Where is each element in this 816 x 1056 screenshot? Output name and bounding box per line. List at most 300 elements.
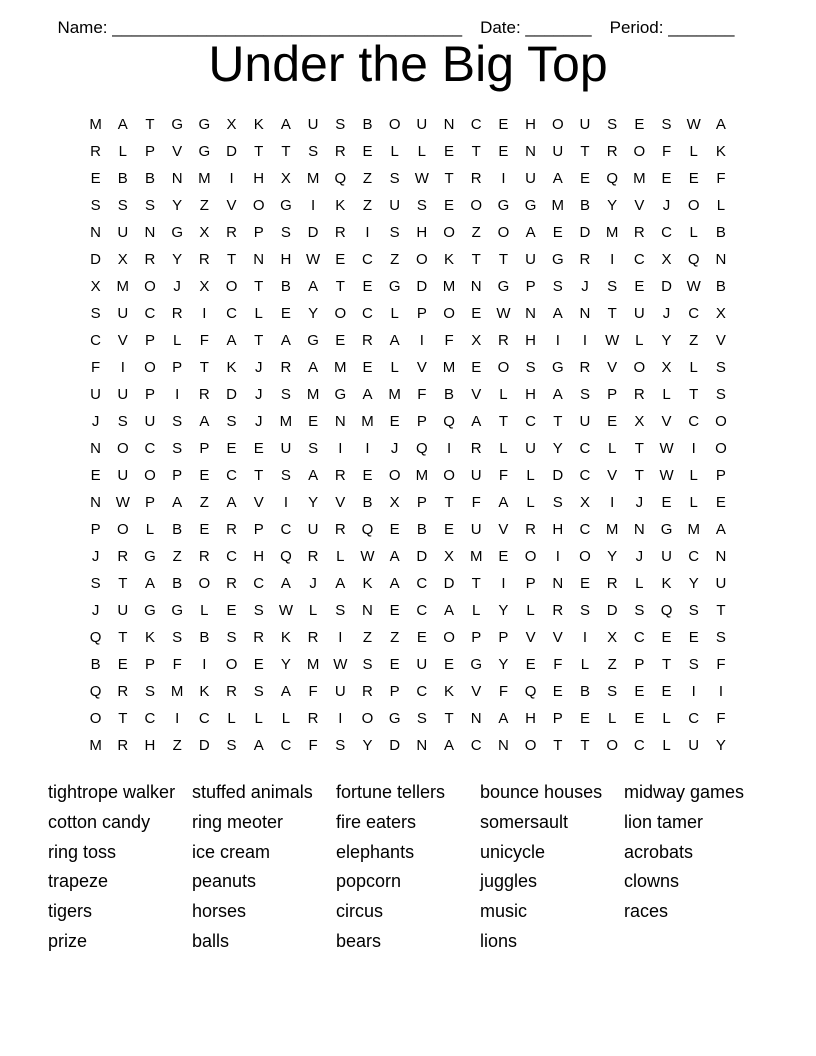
grid-letter[interactable]: E	[226, 440, 237, 457]
grid-letter[interactable]: B	[280, 278, 291, 295]
grid-letter[interactable]: C	[280, 737, 292, 754]
grid-letter[interactable]: O	[524, 737, 537, 754]
grid-letter[interactable]: X	[90, 278, 101, 295]
grid-letter[interactable]: O	[443, 629, 455, 646]
grid-letter[interactable]: F	[553, 656, 563, 673]
grid-letter[interactable]: Q	[89, 629, 102, 646]
grid-letter[interactable]: V	[335, 494, 346, 511]
grid-letter[interactable]: A	[280, 575, 291, 592]
grid-letter[interactable]: Y	[172, 197, 183, 214]
grid-letter[interactable]: B	[117, 170, 128, 187]
grid-letter[interactable]: O	[715, 440, 727, 457]
grid-letter[interactable]: I	[338, 629, 343, 646]
grid-letter[interactable]: P	[634, 656, 645, 673]
grid-letter[interactable]: H	[552, 521, 564, 538]
grid-letter[interactable]: U	[307, 521, 319, 538]
grid-letter[interactable]: C	[633, 737, 645, 754]
grid-letter[interactable]: O	[388, 116, 401, 133]
grid-letter[interactable]: S	[253, 602, 264, 619]
grid-letter[interactable]: C	[688, 548, 700, 565]
grid-letter[interactable]: M	[605, 224, 619, 241]
grid-letter[interactable]: H	[144, 737, 156, 754]
grid-letter[interactable]: O	[388, 467, 401, 484]
grid-letter[interactable]: S	[579, 602, 590, 619]
grid-letter[interactable]: C	[226, 305, 237, 322]
grid-letter[interactable]: B	[362, 116, 373, 133]
grid-letter[interactable]: L	[336, 548, 345, 565]
grid-letter[interactable]: D	[90, 251, 102, 268]
grid-letter[interactable]: I	[501, 575, 506, 592]
grid-letter[interactable]: A	[362, 386, 373, 403]
grid-letter[interactable]: R	[90, 143, 102, 160]
grid-letter[interactable]: R	[226, 521, 237, 538]
grid-letter[interactable]: E	[471, 359, 482, 376]
grid-letter[interactable]: R	[362, 683, 373, 700]
grid-letter[interactable]: A	[444, 737, 455, 754]
grid-letter[interactable]: P	[253, 521, 264, 538]
grid-letter[interactable]: R	[307, 548, 319, 565]
grid-letter[interactable]: M	[442, 278, 456, 295]
grid-letter[interactable]: U	[334, 683, 346, 700]
grid-letter[interactable]: T	[254, 143, 264, 160]
grid-letter[interactable]: G	[198, 143, 211, 160]
grid-letter[interactable]: M	[442, 359, 456, 376]
grid-letter[interactable]: N	[144, 224, 156, 241]
grid-letter[interactable]: X	[607, 629, 618, 646]
grid-letter[interactable]: I	[229, 170, 234, 187]
grid-letter[interactable]: L	[390, 143, 399, 160]
grid-letter[interactable]: R	[497, 332, 509, 349]
grid-letter[interactable]: E	[525, 656, 536, 673]
grid-letter[interactable]: M	[306, 170, 320, 187]
grid-letter[interactable]: L	[254, 710, 263, 727]
grid-letter[interactable]: C	[144, 440, 156, 457]
grid-letter[interactable]: Z	[471, 224, 481, 241]
grid-letter[interactable]: N	[552, 575, 564, 592]
grid-letter[interactable]: D	[416, 278, 428, 295]
grid-letter[interactable]: K	[280, 629, 291, 646]
grid-letter[interactable]: F	[498, 467, 508, 484]
grid-letter[interactable]: J	[91, 548, 100, 565]
grid-letter[interactable]: I	[582, 629, 588, 646]
grid-letter[interactable]: A	[498, 710, 509, 727]
grid-letter[interactable]: U	[525, 170, 537, 187]
grid-letter[interactable]: Z	[362, 629, 373, 646]
grid-letter[interactable]: P	[552, 710, 563, 727]
grid-letter[interactable]: G	[198, 116, 211, 133]
grid-letter[interactable]: L	[200, 602, 209, 619]
grid-letter[interactable]: E	[715, 494, 726, 511]
grid-letter[interactable]: R	[307, 710, 319, 727]
grid-letter[interactable]: T	[254, 467, 264, 484]
grid-letter[interactable]: S	[416, 197, 427, 214]
grid-letter[interactable]: M	[306, 656, 320, 673]
grid-letter[interactable]: P	[144, 143, 155, 160]
grid-letter[interactable]: R	[198, 548, 210, 565]
grid-letter[interactable]: O	[144, 467, 156, 484]
grid-letter[interactable]: B	[579, 197, 590, 214]
grid-letter[interactable]: K	[199, 683, 210, 700]
grid-letter[interactable]: Q	[660, 602, 673, 619]
grid-letter[interactable]: U	[579, 116, 591, 133]
grid-letter[interactable]: X	[199, 224, 210, 241]
grid-letter[interactable]: A	[308, 278, 319, 295]
grid-letter[interactable]: E	[634, 116, 645, 133]
grid-letter[interactable]: I	[202, 656, 207, 673]
grid-letter[interactable]: V	[471, 386, 482, 403]
grid-letter[interactable]: N	[470, 278, 482, 295]
grid-letter[interactable]: G	[171, 602, 183, 619]
grid-letter[interactable]: U	[525, 251, 537, 268]
grid-letter[interactable]: E	[362, 359, 373, 376]
grid-letter[interactable]: R	[470, 440, 482, 457]
grid-letter[interactable]: X	[117, 251, 128, 268]
grid-letter[interactable]: A	[471, 413, 482, 430]
grid-letter[interactable]: D	[661, 278, 672, 295]
grid-letter[interactable]: S	[172, 440, 183, 457]
grid-letter[interactable]: M	[388, 386, 401, 403]
grid-letter[interactable]: T	[118, 710, 128, 727]
grid-letter[interactable]: R	[226, 575, 237, 592]
grid-letter[interactable]: P	[144, 386, 155, 403]
grid-letter[interactable]: D	[226, 143, 237, 160]
grid-letter[interactable]: R	[579, 359, 591, 376]
grid-letter[interactable]: B	[715, 224, 726, 241]
grid-letter[interactable]: W	[686, 278, 701, 295]
grid-letter[interactable]: O	[551, 116, 564, 133]
grid-letter[interactable]: K	[335, 197, 346, 214]
grid-letter[interactable]: E	[389, 602, 400, 619]
grid-letter[interactable]: J	[662, 197, 671, 214]
grid-letter[interactable]: N	[525, 305, 537, 322]
grid-letter[interactable]: S	[416, 710, 427, 727]
grid-letter[interactable]: L	[662, 386, 671, 403]
grid-letter[interactable]: S	[688, 602, 699, 619]
grid-letter[interactable]: Z	[199, 494, 209, 511]
grid-letter[interactable]: A	[308, 467, 319, 484]
grid-letter[interactable]: S	[607, 278, 618, 295]
grid-letter[interactable]: T	[281, 143, 291, 160]
grid-letter[interactable]: E	[444, 521, 455, 538]
grid-letter[interactable]: M	[361, 413, 374, 430]
grid-letter[interactable]: Z	[607, 656, 617, 673]
grid-letter[interactable]: P	[715, 467, 726, 484]
grid-letter[interactable]: O	[198, 575, 211, 592]
grid-letter[interactable]: R	[552, 602, 564, 619]
grid-letter[interactable]: F	[308, 737, 318, 754]
grid-letter[interactable]: D	[389, 737, 401, 754]
grid-letter[interactable]: V	[498, 521, 509, 538]
grid-letter[interactable]: E	[335, 332, 346, 349]
grid-letter[interactable]: Q	[334, 170, 347, 187]
grid-letter[interactable]: B	[579, 683, 590, 700]
grid-letter[interactable]: R	[226, 224, 237, 241]
grid-letter[interactable]: W	[686, 116, 701, 133]
grid-letter[interactable]: R	[198, 386, 210, 403]
grid-letter[interactable]: E	[362, 467, 373, 484]
grid-letter[interactable]: E	[688, 629, 699, 646]
grid-letter[interactable]: Y	[715, 737, 726, 754]
grid-letter[interactable]: T	[607, 305, 617, 322]
grid-letter[interactable]: C	[144, 710, 156, 727]
grid-letter[interactable]: J	[662, 305, 671, 322]
grid-letter[interactable]: K	[362, 575, 373, 592]
grid-letter[interactable]: Z	[390, 629, 400, 646]
grid-letter[interactable]: L	[716, 197, 726, 214]
grid-letter[interactable]: G	[497, 278, 510, 295]
grid-letter[interactable]: I	[202, 305, 207, 322]
grid-letter[interactable]: B	[172, 575, 183, 592]
grid-letter[interactable]: E	[444, 197, 455, 214]
grid-letter[interactable]: O	[252, 197, 265, 214]
grid-letter[interactable]: P	[144, 494, 155, 511]
grid-letter[interactable]: W	[659, 467, 674, 484]
grid-letter[interactable]: X	[715, 305, 726, 322]
grid-letter[interactable]: E	[661, 629, 672, 646]
grid-letter[interactable]: A	[280, 332, 291, 349]
grid-letter[interactable]: X	[471, 332, 482, 349]
grid-letter[interactable]: I	[365, 440, 370, 457]
grid-letter[interactable]: R	[334, 224, 346, 241]
grid-letter[interactable]: S	[552, 278, 563, 295]
grid-letter[interactable]: U	[144, 413, 156, 430]
grid-letter[interactable]: I	[555, 332, 560, 349]
grid-letter[interactable]: O	[497, 224, 510, 241]
grid-letter[interactable]: E	[498, 548, 509, 565]
grid-letter[interactable]: V	[416, 359, 427, 376]
grid-letter[interactable]: T	[580, 737, 590, 754]
grid-letter[interactable]: S	[226, 629, 237, 646]
grid-letter[interactable]: W	[333, 656, 348, 673]
grid-letter[interactable]: G	[144, 548, 156, 565]
grid-letter[interactable]: B	[144, 170, 155, 187]
grid-letter[interactable]: H	[525, 332, 537, 349]
grid-letter[interactable]: L	[390, 305, 399, 322]
grid-letter[interactable]: A	[715, 116, 726, 133]
grid-letter[interactable]: P	[525, 575, 536, 592]
grid-letter[interactable]: S	[144, 197, 155, 214]
grid-letter[interactable]: L	[526, 467, 535, 484]
grid-letter[interactable]: C	[362, 305, 373, 322]
grid-letter[interactable]: O	[144, 359, 156, 376]
grid-letter[interactable]: T	[634, 440, 644, 457]
grid-letter[interactable]: S	[90, 305, 101, 322]
grid-letter[interactable]: O	[633, 359, 646, 376]
grid-letter[interactable]: S	[117, 197, 128, 214]
grid-letter[interactable]: S	[172, 629, 183, 646]
grid-letter[interactable]: Y	[308, 305, 319, 322]
grid-letter[interactable]: E	[362, 143, 373, 160]
grid-letter[interactable]: K	[715, 143, 726, 160]
grid-letter[interactable]: S	[226, 413, 237, 430]
grid-letter[interactable]: G	[470, 656, 483, 673]
grid-letter[interactable]: N	[171, 170, 183, 187]
grid-letter[interactable]: R	[144, 251, 156, 268]
grid-letter[interactable]: I	[582, 332, 588, 349]
grid-letter[interactable]: S	[525, 359, 536, 376]
grid-letter[interactable]: A	[253, 737, 264, 754]
grid-letter[interactable]: O	[361, 710, 374, 727]
grid-letter[interactable]: G	[280, 197, 292, 214]
grid-letter[interactable]: P	[471, 629, 482, 646]
grid-letter[interactable]: U	[117, 224, 129, 241]
grid-letter[interactable]: G	[551, 359, 564, 376]
grid-letter[interactable]: T	[444, 710, 454, 727]
grid-letter[interactable]: C	[688, 413, 700, 430]
grid-letter[interactable]: O	[116, 521, 129, 538]
grid-letter[interactable]: J	[309, 575, 317, 592]
grid-letter[interactable]: E	[634, 683, 645, 700]
grid-letter[interactable]: V	[607, 359, 618, 376]
grid-letter[interactable]: N	[525, 143, 537, 160]
grid-letter[interactable]: O	[633, 143, 646, 160]
grid-letter[interactable]: P	[498, 629, 509, 646]
grid-letter[interactable]: N	[334, 413, 346, 430]
grid-letter[interactable]: P	[525, 278, 536, 295]
grid-letter[interactable]: Y	[362, 737, 373, 754]
grid-letter[interactable]: E	[471, 305, 482, 322]
grid-letter[interactable]: Z	[172, 548, 182, 565]
grid-letter[interactable]: Q	[416, 440, 428, 457]
grid-letter[interactable]: C	[688, 305, 700, 322]
grid-letter[interactable]: B	[172, 521, 183, 538]
grid-letter[interactable]: Y	[661, 332, 672, 349]
grid-letter[interactable]: U	[552, 143, 564, 160]
grid-letter[interactable]: M	[198, 170, 211, 187]
grid-letter[interactable]: E	[552, 224, 563, 241]
grid-letter[interactable]: A	[552, 170, 563, 187]
grid-letter[interactable]: A	[308, 359, 319, 376]
grid-letter[interactable]: J	[390, 440, 399, 457]
grid-letter[interactable]: I	[175, 386, 180, 403]
grid-letter[interactable]: O	[715, 413, 727, 430]
grid-letter[interactable]: F	[716, 656, 726, 673]
grid-letter[interactable]: K	[661, 575, 672, 592]
grid-letter[interactable]: N	[633, 521, 645, 538]
grid-letter[interactable]: Z	[199, 197, 209, 214]
grid-letter[interactable]: E	[498, 143, 509, 160]
grid-letter[interactable]: Z	[390, 251, 400, 268]
grid-letter[interactable]: S	[335, 602, 346, 619]
grid-letter[interactable]: J	[635, 494, 644, 511]
grid-letter[interactable]: F	[199, 332, 209, 349]
grid-letter[interactable]: S	[362, 656, 373, 673]
grid-letter[interactable]: N	[443, 116, 455, 133]
grid-letter[interactable]: S	[552, 494, 563, 511]
grid-letter[interactable]: I	[311, 197, 316, 214]
grid-letter[interactable]: S	[607, 683, 618, 700]
grid-letter[interactable]: G	[524, 197, 537, 214]
grid-letter[interactable]: S	[389, 170, 400, 187]
grid-letter[interactable]: I	[175, 710, 180, 727]
grid-letter[interactable]: S	[280, 467, 291, 484]
grid-letter[interactable]: Y	[308, 494, 319, 511]
grid-letter[interactable]: W	[414, 170, 429, 187]
grid-letter[interactable]: V	[471, 683, 482, 700]
grid-letter[interactable]: X	[199, 278, 210, 295]
grid-letter[interactable]: N	[470, 710, 482, 727]
grid-letter[interactable]: O	[443, 467, 455, 484]
grid-letter[interactable]: E	[362, 278, 373, 295]
grid-letter[interactable]: J	[254, 413, 263, 430]
grid-letter[interactable]: T	[689, 386, 699, 403]
grid-letter[interactable]: L	[635, 332, 644, 349]
grid-letter[interactable]: C	[470, 116, 482, 133]
grid-letter[interactable]: I	[691, 683, 696, 700]
grid-letter[interactable]: G	[551, 251, 564, 268]
grid-letter[interactable]: J	[91, 602, 100, 619]
grid-letter[interactable]: F	[91, 359, 101, 376]
grid-letter[interactable]: R	[171, 305, 183, 322]
grid-letter[interactable]: R	[362, 332, 373, 349]
grid-letter[interactable]: C	[525, 413, 537, 430]
grid-letter[interactable]: O	[334, 305, 347, 322]
grid-letter[interactable]: S	[117, 413, 128, 430]
grid-letter[interactable]: T	[553, 413, 563, 430]
grid-letter[interactable]: E	[335, 251, 346, 268]
grid-letter[interactable]: U	[90, 386, 102, 403]
grid-letter[interactable]: G	[334, 386, 347, 403]
grid-letter[interactable]: X	[280, 170, 291, 187]
grid-letter[interactable]: U	[280, 440, 292, 457]
grid-letter[interactable]: C	[470, 737, 482, 754]
grid-letter[interactable]: Q	[524, 683, 537, 700]
grid-letter[interactable]: E	[90, 467, 101, 484]
grid-letter[interactable]: V	[607, 467, 618, 484]
grid-letter[interactable]: O	[497, 359, 510, 376]
grid-letter[interactable]: L	[417, 143, 427, 160]
grid-letter[interactable]: O	[443, 305, 455, 322]
grid-letter[interactable]: S	[308, 143, 319, 160]
grid-letter[interactable]: S	[715, 629, 726, 646]
grid-letter[interactable]: T	[471, 143, 481, 160]
grid-letter[interactable]: O	[225, 656, 238, 673]
grid-letter[interactable]: E	[226, 602, 237, 619]
grid-letter[interactable]: Z	[362, 170, 373, 187]
grid-letter[interactable]: S	[144, 683, 155, 700]
grid-letter[interactable]: G	[388, 278, 401, 295]
grid-letter[interactable]: O	[116, 440, 129, 457]
grid-letter[interactable]: Q	[443, 413, 455, 430]
grid-letter[interactable]: Y	[172, 251, 183, 268]
grid-letter[interactable]: W	[496, 305, 511, 322]
grid-letter[interactable]: I	[555, 548, 560, 565]
grid-letter[interactable]: V	[525, 629, 536, 646]
grid-letter[interactable]: N	[362, 602, 373, 619]
grid-letter[interactable]: R	[307, 629, 319, 646]
grid-letter[interactable]: T	[118, 629, 128, 646]
grid-letter[interactable]: E	[117, 656, 128, 673]
grid-letter[interactable]: S	[715, 359, 726, 376]
grid-letter[interactable]: H	[280, 251, 292, 268]
grid-letter[interactable]: U	[416, 656, 428, 673]
grid-letter[interactable]: R	[117, 683, 129, 700]
grid-letter[interactable]: T	[444, 170, 454, 187]
grid-letter[interactable]: A	[444, 602, 455, 619]
grid-letter[interactable]: R	[334, 521, 346, 538]
grid-letter[interactable]: R	[334, 143, 346, 160]
grid-letter[interactable]: U	[688, 737, 700, 754]
grid-letter[interactable]: E	[199, 521, 210, 538]
grid-letter[interactable]: K	[444, 251, 455, 268]
grid-letter[interactable]: C	[579, 467, 591, 484]
grid-letter[interactable]: H	[525, 710, 537, 727]
grid-letter[interactable]: Y	[552, 440, 563, 457]
grid-letter[interactable]: S	[308, 440, 319, 457]
grid-letter[interactable]: T	[199, 359, 209, 376]
grid-letter[interactable]: E	[579, 170, 590, 187]
grid-letter[interactable]: O	[579, 548, 591, 565]
